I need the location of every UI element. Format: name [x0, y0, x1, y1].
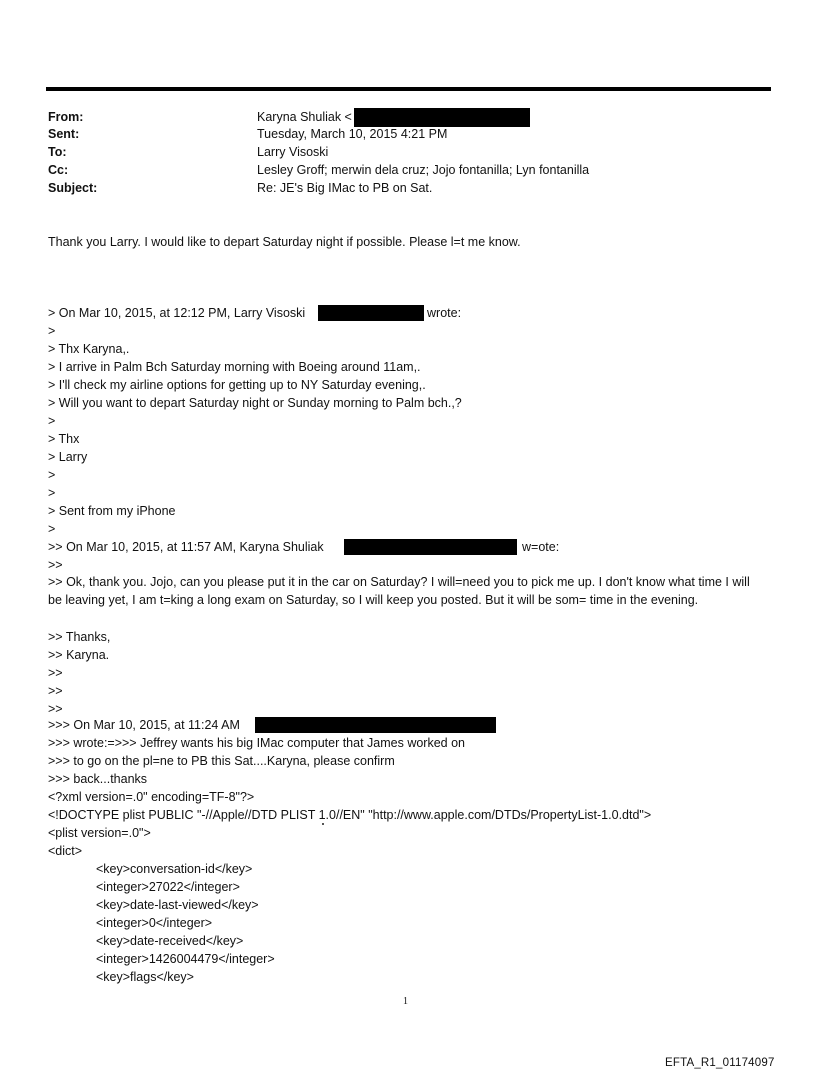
quoted-line-text: > On Mar 10, 2015, at 12:12 PM, Larry Visoski — [48, 306, 306, 320]
sent-value: Tuesday, March 10, 2015 4:21 PM — [257, 127, 448, 141]
plist-line: <integer>0</integer> — [96, 916, 213, 930]
quoted-line: > Sent from my iPhone — [48, 504, 176, 518]
page-number: 1 — [403, 996, 408, 1007]
quoted-line: > — [48, 522, 56, 536]
sent-row — [48, 126, 768, 144]
document-id: EFTA_R1_01174097 — [665, 1057, 775, 1069]
plist-line: <key>date-last-viewed</key> — [96, 898, 259, 912]
quoted-line: >>> back...thanks — [48, 772, 148, 786]
quoted-line-text: >> On Mar 10, 2015, at 11:57 AM, Karyna Shuliak — [48, 540, 324, 554]
plist-line: <!DOCTYPE plist PUBLIC "-//Apple//DTD PLIST 1.0//EN" "http://www.apple.com/DTDs/PropertyList-1.0.dtd"> — [48, 808, 652, 822]
redaction-bar — [255, 717, 496, 733]
quoted-line-text: >>> On Mar 10, 2015, at 11:24 AM — [48, 718, 240, 732]
plist-line: <integer>1426004479</integer> — [96, 952, 275, 966]
speck-mark — [322, 823, 324, 825]
quoted-line: > Larry — [48, 450, 88, 464]
plist-line: <dict> — [48, 844, 83, 858]
quoted-line-text: w=ote: — [522, 540, 560, 554]
to-row — [48, 144, 768, 162]
quoted-line: >> — [48, 684, 63, 698]
quoted-line: > — [48, 414, 56, 428]
cc-row — [48, 162, 768, 180]
quoted-line: >> — [48, 558, 63, 572]
redaction-bar — [344, 539, 517, 555]
sent-label: Sent: — [48, 127, 80, 141]
quoted-line: > Will you want to depart Saturday night or Sunday morning to Palm bch.,? — [48, 396, 462, 410]
plist-line: <key>date-received</key> — [96, 934, 244, 948]
redaction-bar — [318, 305, 424, 321]
quoted-line: >> Karyna. — [48, 648, 110, 662]
quoted-line: > I'll check my airline options for getting up to NY Saturday evening,. — [48, 378, 426, 392]
plist-line: <?xml version=.0" encoding=TF-8"?> — [48, 790, 255, 804]
quoted-line: > Thx Karyna,. — [48, 342, 130, 356]
message-body: Thank you Larry. I would like to depart Saturday night if possible. Please l=t me know. — [48, 235, 521, 249]
from-value — [257, 110, 530, 127]
cc-value: Lesley Groff; merwin dela cruz; Jojo fontanilla; Lyn fontanilla — [257, 163, 590, 177]
quoted-line: >> Thanks, — [48, 630, 111, 644]
plist-line: <key>conversation-id</key> — [96, 862, 253, 876]
quoted-line: >>> to go on the pl=ne to PB this Sat....Karyna, please confirm — [48, 754, 395, 768]
plist-line: <integer>27022</integer> — [96, 880, 240, 894]
redaction-bar — [354, 108, 530, 127]
from-label: From: — [48, 110, 84, 124]
to-label: To: — [48, 145, 67, 159]
subject-row — [48, 180, 768, 198]
quoted-line-text: wrote: — [427, 306, 462, 320]
quoted-line — [48, 304, 462, 322]
plist-line: <key>flags</key> — [96, 970, 194, 984]
to-value: Larry Visoski — [257, 145, 329, 159]
quoted-line: > — [48, 324, 56, 338]
quoted-line: >>> wrote:=>>> Jeffrey wants his big IMac computer that James worked on — [48, 736, 465, 750]
quoted-line: > I arrive in Palm Bch Saturday morning with Boeing around 11am,. — [48, 360, 421, 374]
quoted-line: >> — [48, 666, 63, 680]
quoted-paragraph: >> Ok, thank you. Jojo, can you please put it in the car on Saturday? I will=need you to pick me up. I don't know what time I will be leaving yet, I am t=king a long exam on Saturday, so I will keep you posted. But it will be som= time in the evening. — [48, 575, 750, 607]
quoted-line: > Thx — [48, 432, 80, 446]
from-row — [48, 109, 768, 127]
quoted-line: > — [48, 486, 56, 500]
quoted-line: >> — [48, 702, 63, 716]
cc-label: Cc: — [48, 163, 69, 177]
header-rule — [46, 87, 771, 91]
quoted-line — [48, 716, 240, 734]
plist-line: <plist version=.0"> — [48, 826, 151, 840]
quoted-line: > — [48, 468, 56, 482]
quoted-line — [48, 538, 560, 556]
subject-label: Subject: — [48, 181, 98, 195]
from-name: Karyna Shuliak < — [257, 110, 352, 124]
subject-value: Re: JE's Big IMac to PB on Sat. — [257, 181, 433, 195]
